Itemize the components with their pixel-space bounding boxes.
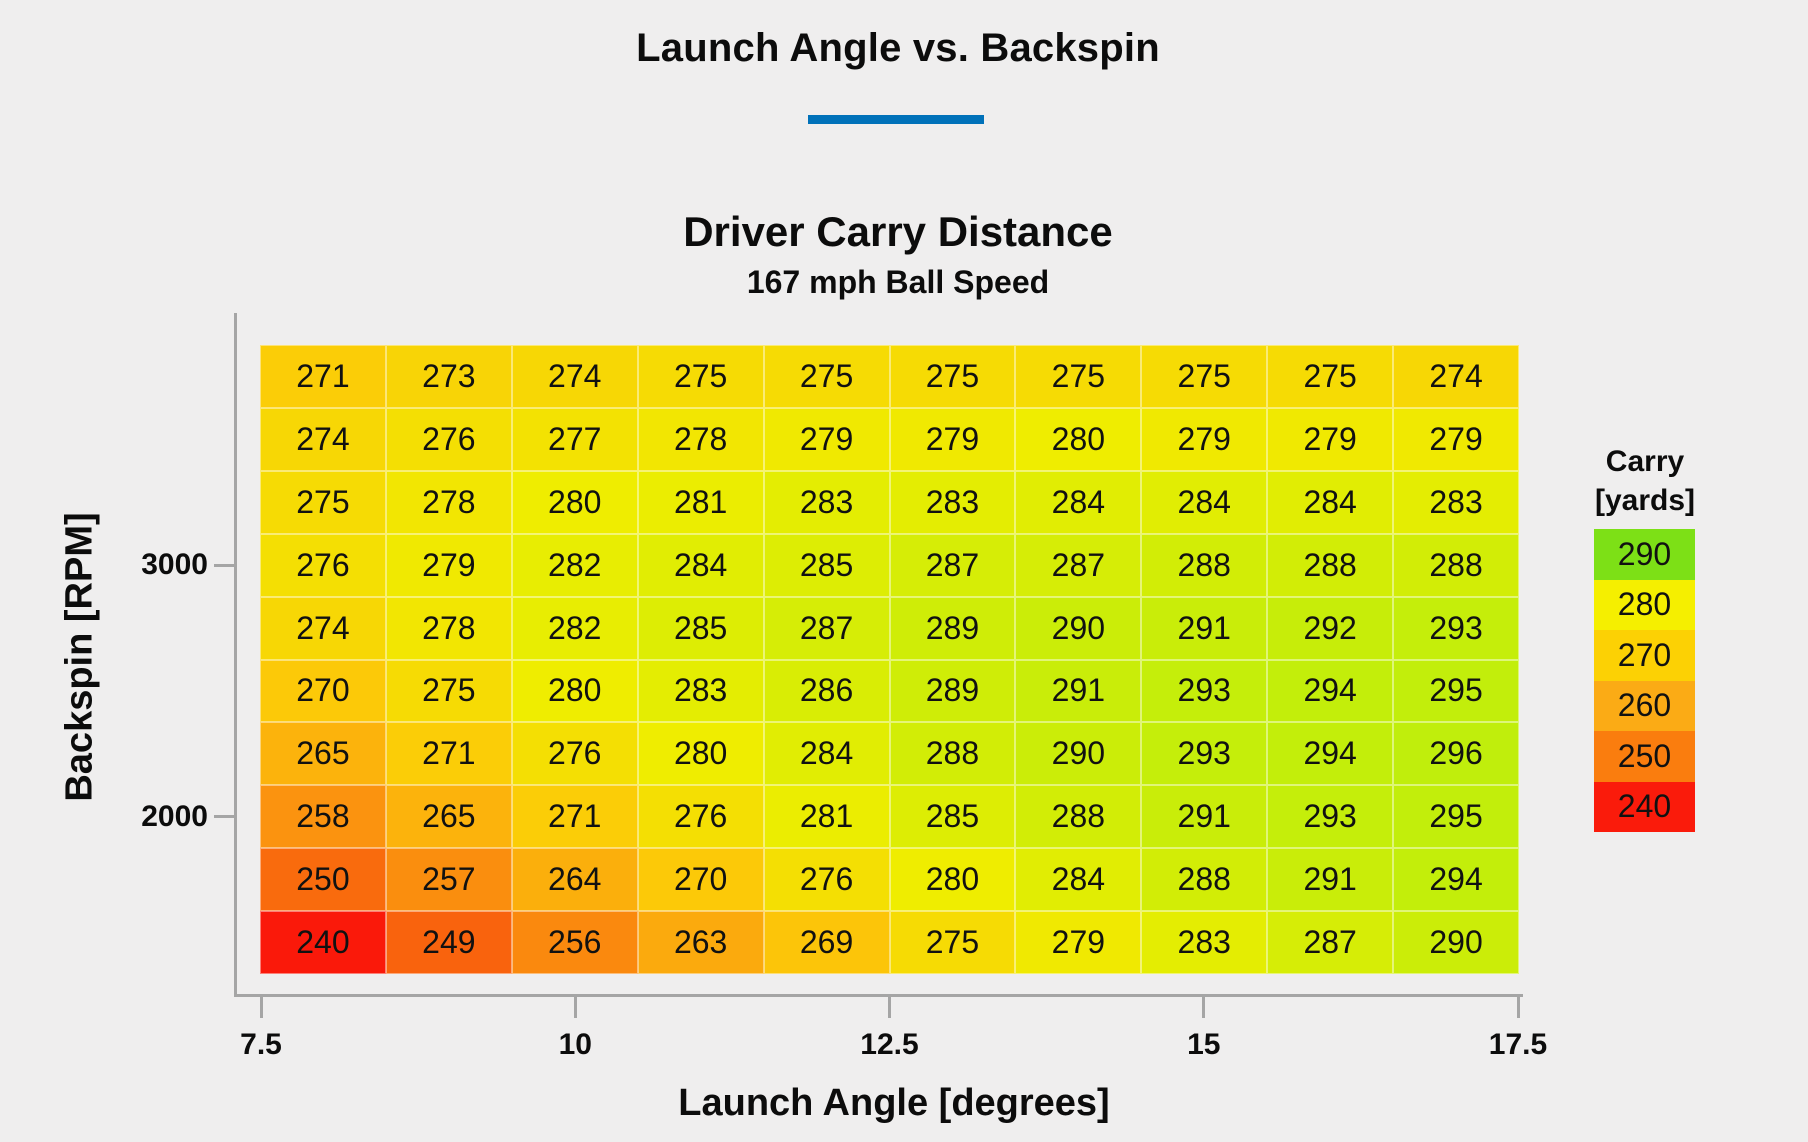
heatmap-cell: 275 [260, 471, 386, 534]
heatmap-cell: 285 [764, 534, 890, 597]
legend-swatch: 260 [1594, 681, 1695, 732]
heatmap-cell: 270 [638, 848, 764, 911]
legend-swatch: 270 [1594, 630, 1695, 681]
x-tick-mark [260, 997, 263, 1018]
heatmap-cell: 279 [1267, 408, 1393, 471]
heatmap-cell: 276 [764, 848, 890, 911]
heatmap-cell: 271 [260, 345, 386, 408]
heatmap-cell: 284 [1015, 471, 1141, 534]
heatmap-cell: 286 [764, 660, 890, 723]
heatmap-cell: 240 [260, 911, 386, 974]
title-underline-bar [808, 115, 984, 124]
heatmap-cell: 275 [386, 660, 512, 723]
heatmap-cell: 278 [638, 408, 764, 471]
heatmap-cell: 293 [1267, 785, 1393, 848]
heatmap-cell: 275 [1015, 345, 1141, 408]
heatmap-cell: 280 [890, 848, 1016, 911]
x-tick-mark [1517, 997, 1520, 1018]
heatmap-cell: 287 [1015, 534, 1141, 597]
heatmap-cell: 265 [386, 785, 512, 848]
heatmap-cell: 288 [1015, 785, 1141, 848]
heatmap-cell: 293 [1141, 722, 1267, 785]
y-tick-mark [214, 564, 234, 567]
heatmap-plot [260, 345, 1519, 974]
heatmap-cell: 250 [260, 848, 386, 911]
y-tick-label: 3000 [141, 548, 208, 582]
x-tick-mark [574, 997, 577, 1018]
legend-title-line1: Carry [1605, 445, 1685, 478]
heatmap-cell: 285 [890, 785, 1016, 848]
page-title: Launch Angle vs. Backspin [636, 26, 1160, 70]
heatmap-cell: 278 [386, 471, 512, 534]
heatmap-cell: 289 [890, 597, 1016, 660]
heatmap-cell: 281 [764, 785, 890, 848]
heatmap-cell: 278 [386, 597, 512, 660]
heatmap-cell: 270 [260, 660, 386, 723]
heatmap-cell: 263 [638, 911, 764, 974]
heatmap-cell: 282 [512, 534, 638, 597]
heatmap-cell: 280 [512, 660, 638, 723]
heatmap-cell: 276 [386, 408, 512, 471]
heatmap-cell: 279 [1141, 408, 1267, 471]
x-tick-label: 10 [558, 1028, 592, 1061]
heatmap-cell: 290 [1015, 722, 1141, 785]
heatmap-cell: 274 [1393, 345, 1519, 408]
heatmap-cell: 294 [1267, 660, 1393, 723]
heatmap-cell: 293 [1393, 597, 1519, 660]
heatmap-cell: 275 [638, 345, 764, 408]
heatmap-cell: 283 [1393, 471, 1519, 534]
heatmap-cell: 279 [764, 408, 890, 471]
heatmap-cell: 284 [1141, 471, 1267, 534]
heatmap-cell: 249 [386, 911, 512, 974]
x-axis-line [234, 994, 1523, 997]
heatmap-cell: 274 [512, 345, 638, 408]
x-tick-mark [888, 997, 891, 1018]
legend-swatch: 250 [1594, 731, 1695, 782]
heatmap-cell: 256 [512, 911, 638, 974]
heatmap-cell: 265 [260, 722, 386, 785]
heatmap-cell: 288 [1393, 534, 1519, 597]
heatmap-cell: 274 [260, 408, 386, 471]
x-tick-label: 15 [1187, 1028, 1221, 1061]
heatmap-cell: 295 [1393, 785, 1519, 848]
heatmap-cell: 275 [890, 345, 1016, 408]
heatmap-cell: 294 [1393, 848, 1519, 911]
heatmap-cell: 271 [512, 785, 638, 848]
heatmap-cell: 283 [638, 660, 764, 723]
heatmap-cell: 287 [890, 534, 1016, 597]
heatmap-cell: 292 [1267, 597, 1393, 660]
heatmap-cell: 296 [1393, 722, 1519, 785]
x-axis-label: Launch Angle [degrees] [678, 1082, 1110, 1124]
heatmap-cell: 279 [890, 408, 1016, 471]
y-tick-mark [214, 815, 234, 818]
y-tick-label: 2000 [141, 799, 208, 833]
y-axis-label: Backspin [RPM] [58, 512, 101, 802]
x-tick-mark [1202, 997, 1205, 1018]
heatmap-cell: 282 [512, 597, 638, 660]
heatmap-cell: 287 [764, 597, 890, 660]
heatmap-cell: 275 [1141, 345, 1267, 408]
legend-swatch: 290 [1594, 529, 1695, 580]
heatmap-cell: 288 [1267, 534, 1393, 597]
heatmap-cell: 295 [1393, 660, 1519, 723]
heatmap-cell: 280 [1015, 408, 1141, 471]
x-tick-label: 12.5 [860, 1028, 919, 1061]
heatmap-cell: 288 [890, 722, 1016, 785]
y-axis-line [234, 313, 237, 997]
heatmap-cell: 285 [638, 597, 764, 660]
heatmap-cell: 290 [1393, 911, 1519, 974]
heatmap-cell: 280 [512, 471, 638, 534]
heatmap-cell: 291 [1141, 597, 1267, 660]
heatmap-cell: 283 [1141, 911, 1267, 974]
legend-title-line2: [yards] [1594, 484, 1696, 517]
legend-swatch: 240 [1594, 782, 1695, 833]
heatmap-cell: 284 [638, 534, 764, 597]
heatmap-cell: 290 [1015, 597, 1141, 660]
heatmap-cell: 276 [512, 722, 638, 785]
heatmap-cell: 275 [1267, 345, 1393, 408]
heatmap-cell: 279 [1393, 408, 1519, 471]
heatmap-cell: 275 [764, 345, 890, 408]
heatmap-cell: 283 [764, 471, 890, 534]
legend-swatch: 280 [1594, 580, 1695, 631]
chart-subtitle: 167 mph Ball Speed [746, 264, 1050, 300]
heatmap-cell: 275 [890, 911, 1016, 974]
heatmap-cell: 284 [1267, 471, 1393, 534]
heatmap-cell: 281 [638, 471, 764, 534]
heatmap-cell: 283 [890, 471, 1016, 534]
heatmap-cell: 257 [386, 848, 512, 911]
x-tick-label: 17.5 [1488, 1028, 1548, 1061]
x-tick-label: 7.5 [240, 1028, 282, 1061]
heatmap-cell: 288 [1141, 848, 1267, 911]
heatmap-cell: 287 [1267, 911, 1393, 974]
heatmap-cell: 271 [386, 722, 512, 785]
heatmap-cell: 258 [260, 785, 386, 848]
heatmap-cell: 293 [1141, 660, 1267, 723]
legend-title [1545, 442, 1745, 520]
heatmap-cell: 288 [1141, 534, 1267, 597]
heatmap-cell: 264 [512, 848, 638, 911]
heatmap-cell: 294 [1267, 722, 1393, 785]
heatmap-cell: 279 [1015, 911, 1141, 974]
heatmap-cell: 273 [386, 345, 512, 408]
heatmap-cell: 277 [512, 408, 638, 471]
heatmap-cell: 269 [764, 911, 890, 974]
heatmap-cell: 284 [764, 722, 890, 785]
heatmap-cell: 291 [1015, 660, 1141, 723]
heatmap-cell: 284 [1015, 848, 1141, 911]
heatmap-cell: 274 [260, 597, 386, 660]
chart-title: Driver Carry Distance [683, 208, 1113, 255]
legend-swatches [1594, 529, 1695, 832]
heatmap-cell: 279 [386, 534, 512, 597]
heatmap-cell: 291 [1267, 848, 1393, 911]
heatmap-cell: 289 [890, 660, 1016, 723]
heatmap-cell: 276 [260, 534, 386, 597]
heatmap-cell: 280 [638, 722, 764, 785]
heatmap-cell: 291 [1141, 785, 1267, 848]
heatmap-cell: 276 [638, 785, 764, 848]
